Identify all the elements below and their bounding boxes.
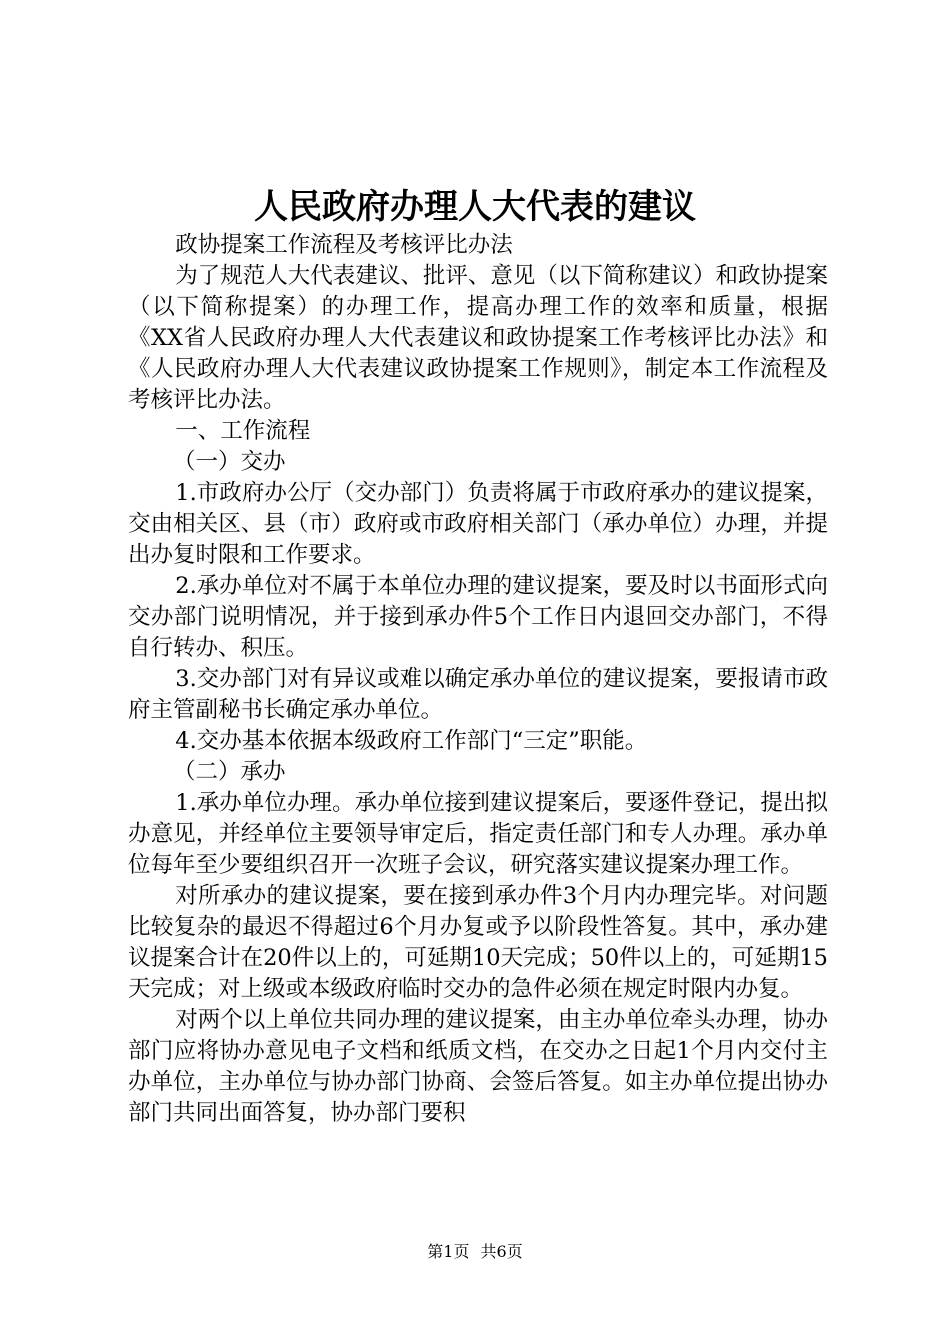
document-body bbox=[128, 230, 828, 1129]
subsection-heading-undertake: （二）承办 bbox=[173, 759, 286, 785]
paragraph-assign-2: 2.承办单位对不属于本单位办理的建议提案，要及时以书面形式向交办部门说明情况，并于接到承办件5个工作日内退回交办部门，不得自行转办、积压。 bbox=[128, 573, 828, 661]
paragraph-assign-1: 1.市政府办公厅（交办部门）负责将属于市政府承办的建议提案，交由相关区、县（市）政府或市政府相关部门（承办单位）办理，并提出办复时限和工作要求。 bbox=[128, 480, 828, 568]
section-heading-workflow: 一、工作流程 bbox=[175, 418, 311, 444]
page-footer bbox=[0, 1241, 950, 1263]
paragraph-undertake-1: 1.承办单位办理。承办单位接到建议提案后，要逐件登记，提出拟办意见，并经单位主要领导审定后，指定责任部门和专人办理。承办单位每年至少要组织召开一次班子会议，研究落实建议提案办理工作。 bbox=[128, 790, 828, 878]
paragraph-deadline: 对所承办的建议提案，要在接到承办件3个月内办理完毕。对问题比较复杂的最迟不得超过6个月办复或予以阶段性答复。其中，承办建议提案合计在20件以上的，可延期10天完成；50件以上的，可延期15天完成；对上级或本级政府临时交办的急件必须在规定时限内办复。 bbox=[128, 883, 828, 1002]
paragraph-subtitle: 政协提案工作流程及考核评比办法 bbox=[175, 232, 513, 258]
paragraph-assign-3: 3.交办部门对有异议或难以确定承办单位的建议提案，要报请市政府主管副秘书长确定承办单位。 bbox=[128, 666, 828, 723]
paragraph-intro: 为了规范人大代表建议、批评、意见（以下简称建议）和政协提案（以下简称提案）的办理工作，提高办理工作的效率和质量，根据《XX省人民政府办理人大代表建议和政协提案工作考核评比办法》和《人民政府办理人大代表建议政协提案工作规则》，制定本工作流程及考核评比办法。 bbox=[128, 263, 828, 413]
document-title: 人民政府办理人大代表的建议 bbox=[254, 187, 696, 227]
paragraph-joint-handling: 对两个以上单位共同办理的建议提案，由主办单位牵头办理，协办部门应将协办意见电子文档和纸质文档，在交办之日起1个月内交付主办单位，主办单位与协办部门协商、会签后答复。如主办单位提出协办部门共同出面答复，协办部门要积 bbox=[128, 1007, 828, 1126]
page-total: 共6页 bbox=[480, 1242, 523, 1261]
page-number: 第1页 bbox=[427, 1242, 470, 1261]
paragraph-assign-4: 4.交办基本依据本级政府工作部门“三定”职能。 bbox=[175, 728, 648, 754]
subsection-heading-assign: （一）交办 bbox=[173, 449, 286, 475]
